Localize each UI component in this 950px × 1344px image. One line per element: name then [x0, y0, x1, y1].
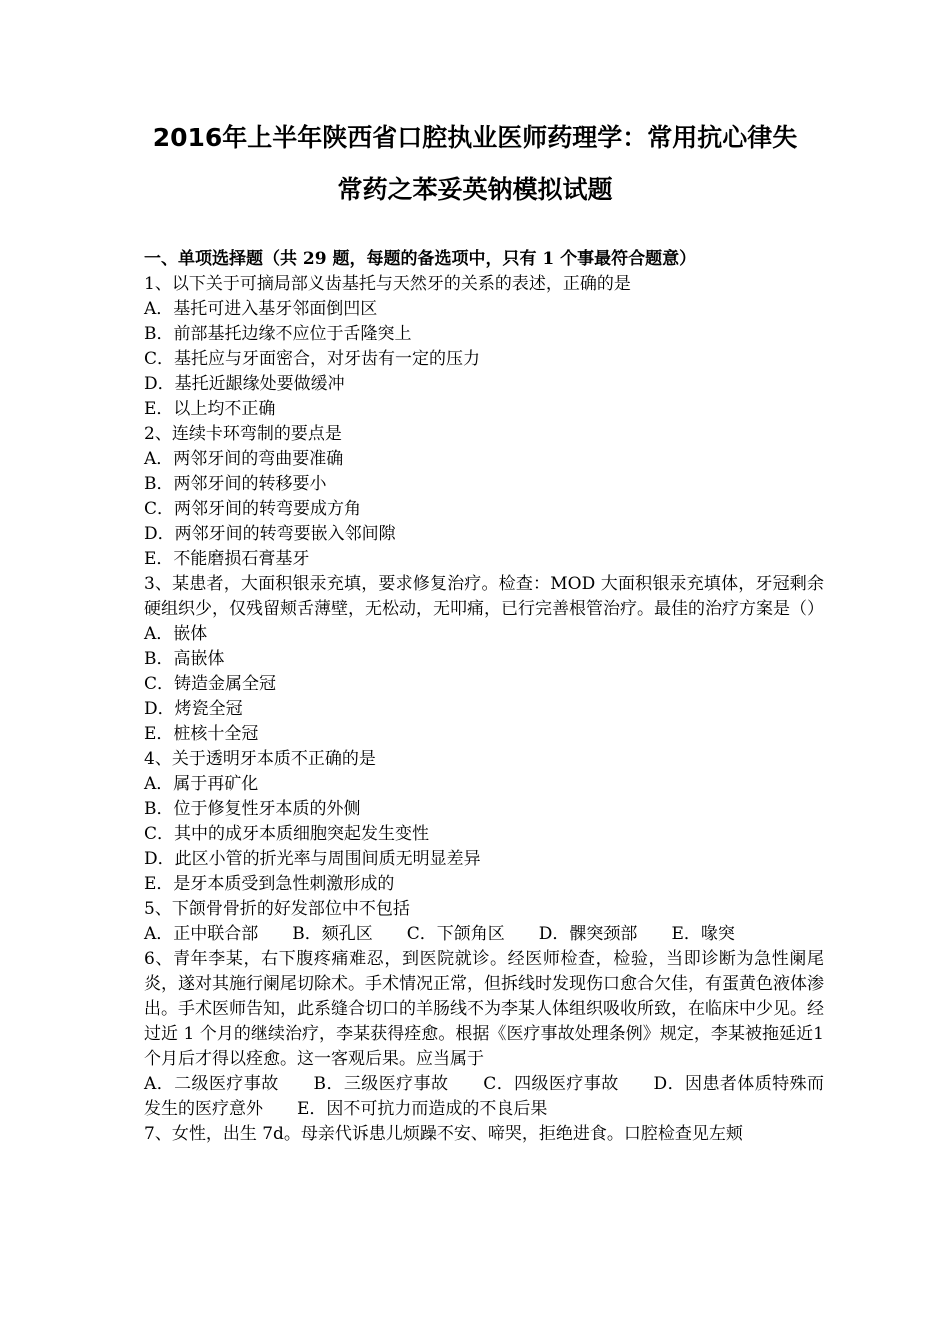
answer-option: B．位于修复性牙本质的外侧: [144, 799, 361, 819]
question-stem: 5、下颌骨骨折的好发部位中不包括: [144, 899, 410, 919]
answer-option: A．基托可进入基牙邻面倒凹区: [144, 299, 378, 319]
question-stem: 4、关于透明牙本质不正确的是: [144, 749, 376, 769]
answer-option-row: [144, 922, 824, 947]
question-stem: 2、连续卡环弯制的要点是: [144, 424, 342, 444]
answer-option: B．颏孔区: [292, 924, 373, 944]
answer-option: E．喙突: [671, 924, 735, 944]
answer-option: A．正中联合部: [144, 924, 259, 944]
answer-option: E．是牙本质受到急性刺激形成的: [144, 874, 395, 894]
answer-option: B．两邻牙间的转移要小: [144, 474, 327, 494]
answer-option-paragraph: A．二级医疗事故 B．三级医疗事故 C．四级医疗事故 D．因患者体质特殊而发生的医疗意外 E．因不可抗力而造成的不良后果: [144, 1074, 824, 1119]
answer-option: D．基托近龈缘处要做缓冲: [144, 374, 345, 394]
section-heading: 一、单项选择题（共 29 题，每题的备选项中，只有 1 个事最符合题意）: [144, 249, 697, 269]
answer-option: E．桩核十全冠: [144, 724, 259, 744]
answer-option: A．嵌体: [144, 624, 208, 644]
document-body: [144, 247, 824, 1147]
answer-option: D．两邻牙间的转弯要嵌入邻间隙: [144, 524, 396, 544]
document-title-line-1: 2016年上半年陕西省口腔执业医师药理学：常用抗心律失: [152, 123, 798, 152]
answer-option: C．铸造金属全冠: [144, 674, 277, 694]
answer-option: D．此区小管的折光率与周围间质无明显差异: [144, 849, 481, 869]
answer-option: D．髁突颈部: [538, 924, 638, 944]
answer-option: E．以上均不正确: [144, 399, 276, 419]
question-stem: 6、青年李某，右下腹疼痛难忍，到医院就诊。经医师检查，检验，当即诊断为急性阑尾炎，遂对其施行阑尾切除术。手术情况正常，但拆线时发现伤口愈合欠佳，有蛋黄色液体渗出。手术医师告知，此系缝合切口的羊肠线不为李某人体组织吸收所致，在临床中少见。经过近 1 个月的继续治疗，李某获得痊愈。根据《医疗事故处理条例》规定，李某被拖延近1 个月后才得以痊愈。这一客观后果。应当属于: [144, 949, 824, 1069]
answer-option: C．下颌角区: [406, 924, 505, 944]
answer-option: B．高嵌体: [144, 649, 225, 669]
answer-option: C．基托应与牙面密合，对牙齿有一定的压力: [144, 349, 481, 369]
answer-option: B．前部基托边缘不应位于舌隆突上: [144, 324, 412, 344]
answer-option: E．不能磨损石膏基牙: [144, 549, 310, 569]
answer-option: A．属于再矿化: [144, 774, 259, 794]
question-stem: 1、以下关于可摘局部义齿基托与天然牙的关系的表述，正确的是: [144, 274, 631, 294]
answer-option: C．两邻牙间的转弯要成方角: [144, 499, 362, 519]
answer-option: C．其中的成牙本质细胞突起发生变性: [144, 824, 430, 844]
question-stem: 3、某患者，大面积银汞充填，要求修复治疗。检查：MOD 大面积银汞充填体，牙冠剩余硬组织少，仅残留颊舌薄壁，无松动，无叩痛，已行完善根管治疗。最佳的治疗方案是（）: [144, 574, 824, 619]
answer-option: D．烤瓷全冠: [144, 699, 243, 719]
answer-option: A．两邻牙间的弯曲要准确: [144, 449, 344, 469]
question-stem: 7、女性，出生 7d。母亲代诉患儿烦躁不安、啼哭，拒绝进食。口腔检查见左颊: [144, 1124, 743, 1144]
document-title-line-2: 常药之苯妥英钠模拟试题: [337, 175, 613, 204]
